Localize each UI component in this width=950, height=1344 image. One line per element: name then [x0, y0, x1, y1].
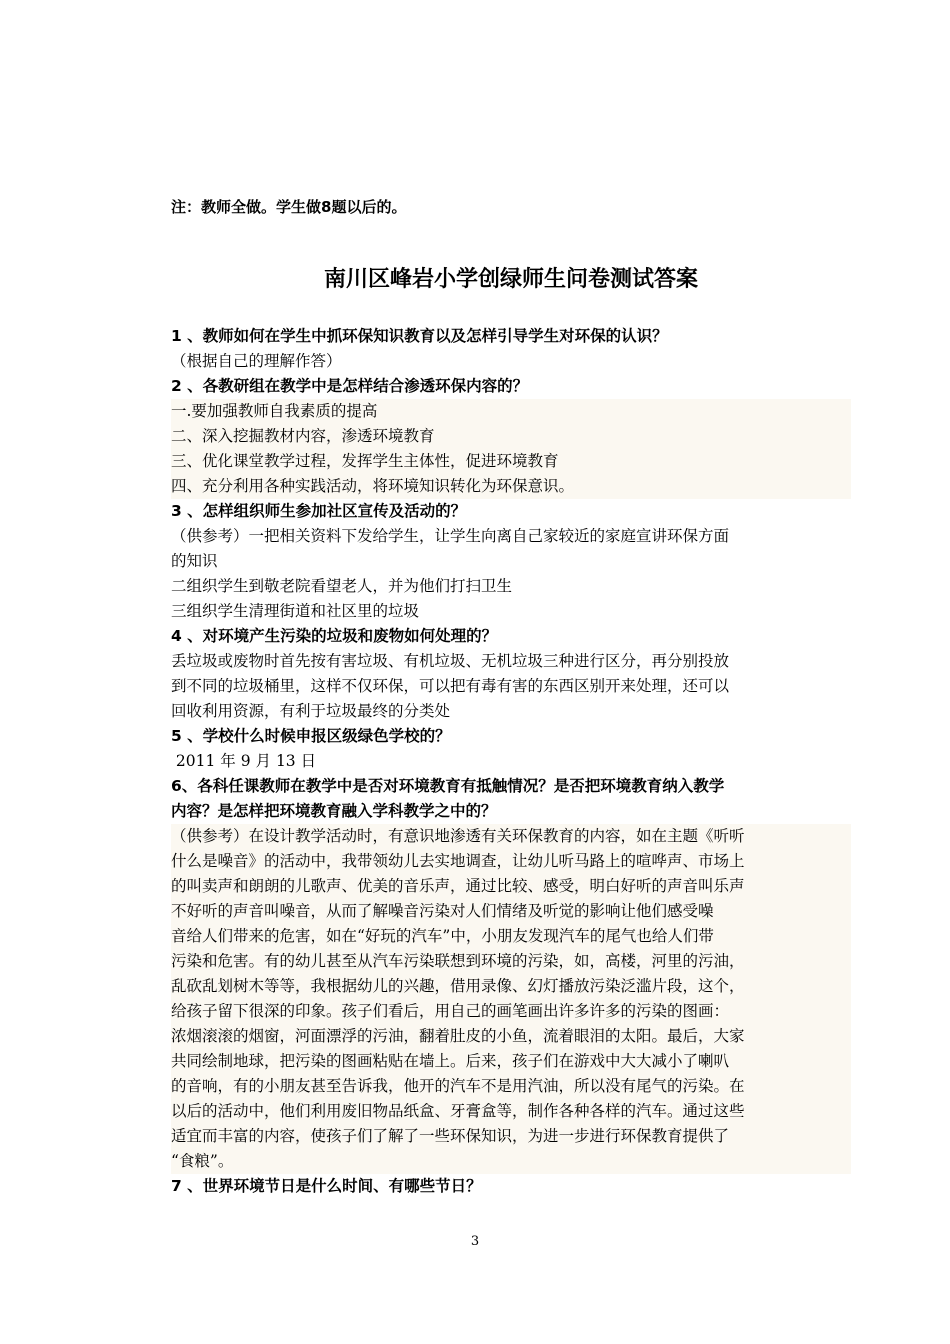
document-title: 南川区峰岩小学创绿师生问卷测试答案: [323, 267, 698, 292]
question-4: 4 、对环境产生污染的垃圾和废物如何处理的？: [171, 627, 498, 645]
answer-6-line: 浓烟滚滚的烟窗，河面漂浮的污油，翻着肚皮的小鱼，流着眼泪的太阳。最后，大家: [171, 1024, 851, 1049]
answer-4-line: 丢垃圾或废物时首先按有害垃圾、有机垃圾、无机垃圾三种进行区分，再分别投放: [171, 652, 730, 670]
answer-6-line: 什么是噪音》的活动中，我带领幼儿去实地调查，让幼儿听马路上的喧哗声、市场上: [171, 849, 851, 874]
answer-6-line: 的音响，有的小朋友甚至告诉我，他开的汽车不是用汽油，所以没有尾气的污染。在: [171, 1074, 851, 1099]
page-number: 3: [470, 1234, 480, 1249]
answer-2-line: 一.要加强教师自我素质的提高: [171, 399, 851, 424]
answer-6-line: 适宜而丰富的内容，使孩子们了解了一些环保知识，为进一步进行环保教育提供了: [171, 1124, 851, 1149]
answer-5: 2011 年 9 月 13 日: [171, 752, 317, 770]
answer-6-line: 污染和危害。有的幼儿甚至从汽车污染联想到环境的污染，如，高楼，河里的污油，: [171, 949, 851, 974]
answer-6-line: 的叫卖声和朗朗的儿歌声、优美的音乐声，通过比较、感受，明白好听的声音叫乐声: [171, 874, 851, 899]
answer-1: （根据自己的理解作答）: [171, 352, 342, 370]
question-7: 7 、世界环境节日是什么时间、有哪些节日？: [171, 1177, 482, 1195]
answer-4-line: 回收利用资源，有利于垃圾最终的分类处: [171, 702, 451, 720]
answer-6-line: （供参考）在设计教学活动时，有意识地渗透有关环保教育的内容，如在主题《听听: [171, 824, 851, 849]
answer-3-line: 三组织学生清理街道和社区里的垃圾: [171, 602, 420, 620]
answer-4-line: 到不同的垃圾桶里，这样不仅环保，可以把有毒有害的东西区别开来处理，还可以: [171, 677, 730, 695]
answer-2-line: 二、深入挖掘教材内容，渗透环境教育: [171, 424, 851, 449]
question-2: 2 、各教研组在教学中是怎样结合渗透环保内容的？: [171, 377, 529, 395]
answer-6-line: 以后的活动中，他们利用废旧物品纸盒、牙膏盒等，制作各种各样的汽车。通过这些: [171, 1099, 851, 1124]
answer-6-line: 给孩子留下很深的印象。孩子们看后，用自己的画笔画出许多许多的污染的图画：: [171, 999, 851, 1024]
answer-6-line: 乱砍乱划树木等等，我根据幼儿的兴趣，借用录像、幻灯播放污染泛滥片段，这个，: [171, 974, 851, 999]
answer-6-line: 不好听的声音叫噪音，从而了解噪音污染对人们情绪及听觉的影响让他们感受噪: [171, 899, 851, 924]
question-6-line: 6、各科任课教师在教学中是否对环境教育有抵触情况？是否把环境教育纳入教学: [171, 777, 725, 795]
question-3: 3 、怎样组织师生参加社区宣传及活动的？: [171, 502, 467, 520]
answer-2-line: 四、充分利用各种实践活动，将环境知识转化为环保意识。: [171, 474, 851, 499]
answer-6-line: 音给人们带来的危害，如在“好玩的汽车”中，小朋友发现汽车的尾气也给人们带: [171, 924, 851, 949]
answer-6-line: 共同绘制地球，把污染的图画粘贴在墙上。后来，孩子们在游戏中大大减小了喇叭: [171, 1049, 851, 1074]
question-1: 1 、教师如何在学生中抓环保知识教育以及怎样引导学生对环保的认识？: [171, 327, 668, 345]
question-6-line: 内容？是怎样把环境教育融入学科教学之中的？: [171, 802, 497, 820]
question-5: 5 、学校什么时候申报区级绿色学校的？: [171, 727, 451, 745]
answer-3-line: （供参考）一把相关资料下发给学生，让学生向离自己家较近的家庭宣讲环保方面: [171, 527, 730, 545]
answer-3-line: 二组织学生到敬老院看望老人，并为他们打扫卫生: [171, 577, 513, 595]
answer-3-line: 的知识: [171, 552, 218, 570]
note-line: 注：教师全做。学生做8题以后的。: [171, 198, 407, 216]
page-content: [171, 196, 851, 1199]
answer-2-line: 三、优化课堂教学过程，发挥学生主体性，促进环境教育: [171, 449, 851, 474]
answer-6-line: “食粮”。: [171, 1149, 851, 1174]
